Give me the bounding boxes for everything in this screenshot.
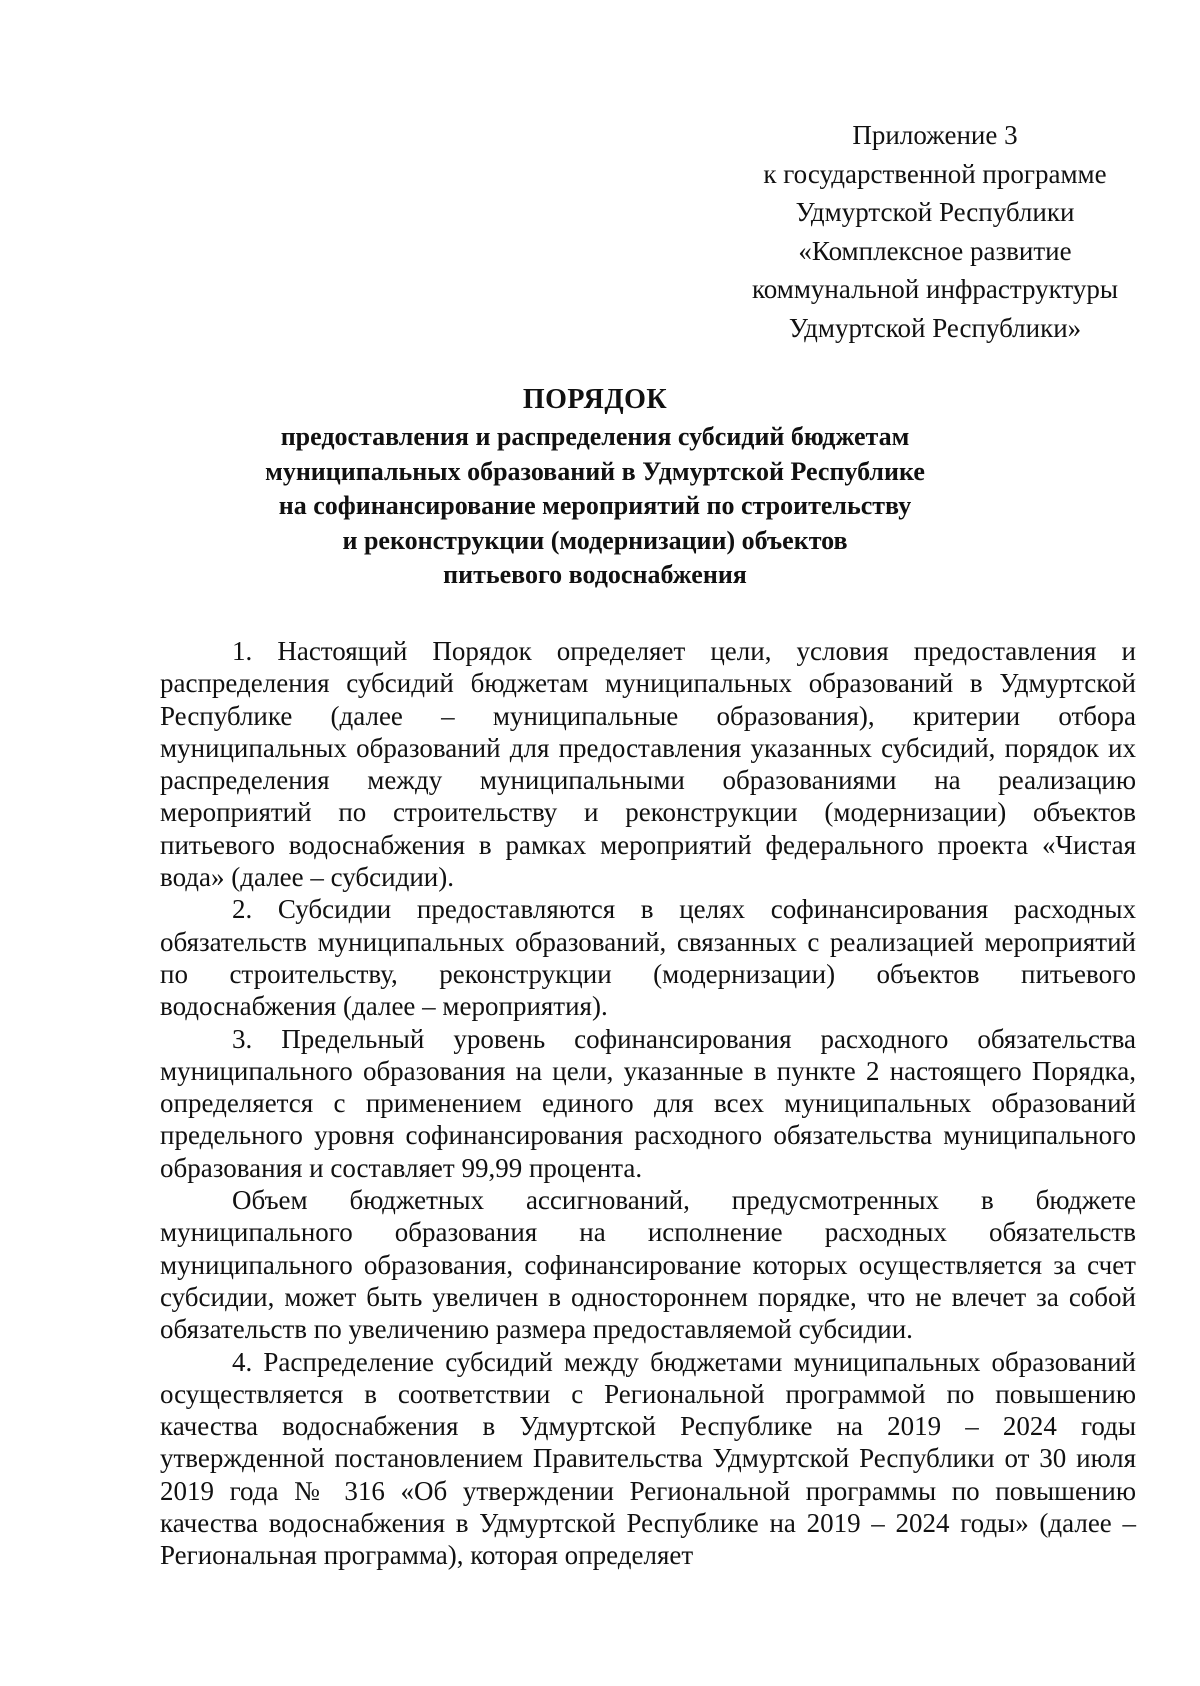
paragraph-2: 2. Субсидии предоставляются в целях софинансирования расходных обязательств муниципальных образований, связанных с реализацией мероприятий по строительству, реконструкции (модернизации) объектов питьевого водоснабжения (далее – мероприятия). — [160, 894, 1136, 1022]
appendix-line: Приложение 3 — [852, 120, 1018, 150]
appendix-line: «Комплексное развитие — [798, 235, 1072, 266]
subtitle-line: предоставления и распределения субсидий бюджетам — [280, 422, 910, 451]
paragraph-4: 4. Распределение субсидий между бюджетами муниципальных образований осуществляется в соответствии с Региональной программой по повышению качества водоснабжения в Удмуртской Республике на 2019 – 2024 годы утвержденной постановлением Правительства Удмуртской Республики от 30 июля 2019 года № 316 «Об утверждении Региональной программы по повышению качества водоснабжения в Удмуртской Республике на 2019 – 2024 годы» (далее – Региональная программа), которая определяет — [160, 1346, 1136, 1571]
document-title: ПОРЯДОК — [522, 384, 668, 415]
document-title-block — [160, 380, 1030, 593]
document-body — [160, 635, 1136, 1572]
appendix-line: коммунальной инфраструктуры — [752, 274, 1118, 305]
subtitle-line: на софинансирование мероприятий по строительству — [278, 491, 912, 520]
subtitle-line: питьевого водоснабжения — [443, 560, 747, 589]
appendix-header — [700, 116, 1170, 348]
document-subtitle — [160, 420, 1030, 593]
paragraph-3: 3. Предельный уровень софинансирования расходного обязательства муниципального образования на цели, указанные в пункте 2 настоящего Порядка, определяется с применением единого для всех муниципальных образований предельного уровня софинансирования расходного обязательства муниципального образования и составляет 99,99 процента. — [160, 1023, 1136, 1183]
appendix-line: к государственной программе — [763, 158, 1107, 189]
subtitle-line: и реконструкции (модернизации) объектов — [342, 525, 848, 555]
paragraph-1: 1. Настоящий Порядок определяет цели, условия предоставления и распределения субсидий бюджетам муниципальных образований в Удмуртской Республике (далее – муниципальные образования), критерии отбора муниципальных образований для предоставления указанных субсидий, порядок их распределения между муниципальными образованиями на реализацию мероприятий по строительству и реконструкции (модернизации) объектов питьевого водоснабжения в рамках мероприятий федерального проекта «Чистая вода» (далее – субсидии). — [160, 636, 1136, 893]
appendix-line: Удмуртской Республики — [795, 197, 1075, 228]
paragraph-3-continuation: Объем бюджетных ассигнований, предусмотренных в бюджете муниципального образования на исполнение расходных обязательств муниципального образования, софинансирование которых осуществляется за счет субсидии, может быть увеличен в одностороннем порядке, что не влечет за собой обязательств по увеличению размера предоставляемой субсидии. — [160, 1185, 1136, 1345]
appendix-line: Удмуртской Республики» — [788, 312, 1082, 343]
subtitle-line: муниципальных образований в Удмуртской Республике — [265, 456, 925, 486]
